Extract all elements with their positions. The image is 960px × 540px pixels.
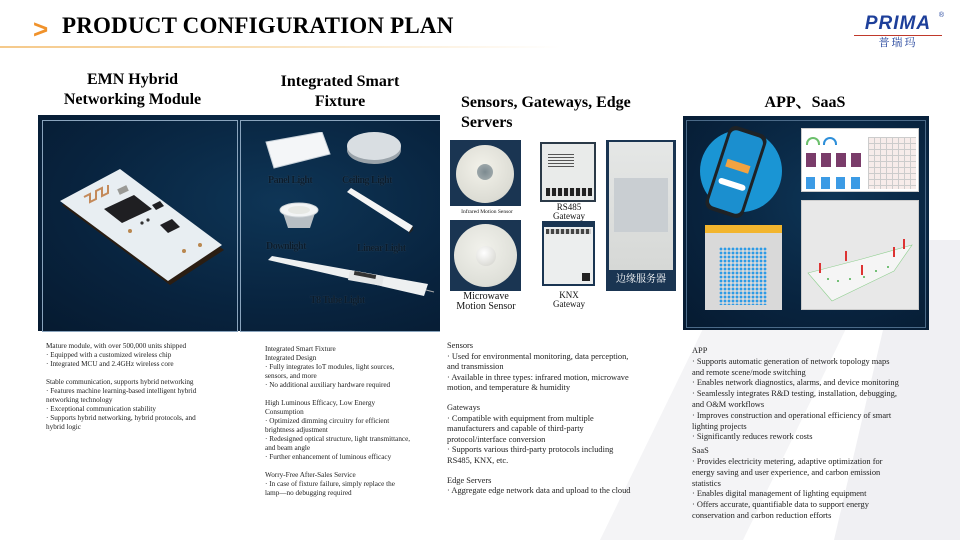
- text-line: · Supports various third-party protocols including: [447, 445, 614, 455]
- terminal-strip: [546, 188, 592, 196]
- linear-light-image: [345, 188, 415, 234]
- brand-logo: [850, 14, 946, 54]
- text-line: APP: [692, 346, 708, 355]
- text-line: High Luminous Efficacy, Low Energy: [265, 399, 376, 407]
- label-line: RS485: [556, 202, 582, 212]
- dashboard-floorplan: [868, 137, 916, 189]
- app-grid-screenshot: [705, 225, 782, 310]
- text-line: and transmission: [447, 362, 504, 372]
- text-line: · Further enhancement of luminous efficacy: [265, 453, 392, 461]
- label-knx-gateway: [540, 291, 598, 309]
- spacer: [447, 394, 657, 403]
- heading-line: Networking Module: [63, 91, 202, 108]
- label-ceiling-light: Ceiling Light: [342, 175, 392, 186]
- text-line: and beam angle: [265, 444, 311, 452]
- text-line: brightness adjustment: [265, 426, 328, 434]
- text-line: · No additional auxiliary hardware required: [265, 381, 391, 389]
- text-line: Sensors: [447, 341, 474, 350]
- title-underline: [0, 46, 560, 48]
- microwave-sensor-photo: [450, 220, 521, 291]
- text-line: · Provides electricity metering, adaptive optimization for: [692, 456, 883, 466]
- sensors-gateways-description: [447, 341, 657, 497]
- text-line: RS485, KNX, etc.: [447, 455, 509, 465]
- spacer: [265, 390, 445, 399]
- device-face: [614, 178, 668, 232]
- label-line: Gateway: [553, 299, 585, 309]
- label-line: KNX: [559, 290, 579, 300]
- text-line: · Available in three types: infrared motion, microwave: [447, 372, 629, 382]
- text-line: · Exceptional communication stability: [46, 405, 156, 413]
- heading-sensors-gateways: [461, 93, 661, 133]
- text-line: Integrated Smart Fixture: [265, 345, 336, 353]
- heading-line: Servers: [461, 114, 513, 131]
- terminal-strip: [546, 229, 591, 234]
- label-infrared-sensor: Infrared Motion Sensor: [461, 209, 513, 215]
- text-line: · Compatible with equipment from multiple: [447, 413, 594, 423]
- infrared-sensor-photo: [450, 140, 521, 206]
- slide-header: [0, 0, 960, 50]
- label-rs485-gateway: [540, 203, 598, 221]
- label-t8-tube-light: T8 Tube Light: [310, 295, 365, 306]
- spacer: [447, 467, 657, 476]
- knx-gateway-photo: [542, 221, 595, 286]
- text-line: sensors, and more: [265, 372, 317, 380]
- chevron-right-icon: >: [33, 14, 49, 44]
- text-line: lamp—no debugging required: [265, 489, 352, 497]
- text-line: · Optimized dimming circuitry for efficient: [265, 417, 390, 425]
- heading-smart-fixture: [252, 72, 428, 112]
- sensor-dome: [476, 246, 496, 266]
- text-line: hybrid logic: [46, 423, 81, 431]
- text-line: motion, and temperature & humidity: [447, 383, 571, 393]
- text-line: networking technology: [46, 396, 113, 404]
- label-linear-light: Linear Light: [357, 243, 406, 254]
- text-line: · Supports automatic generation of network topology maps: [692, 356, 890, 366]
- text-line: SaaS: [692, 446, 709, 456]
- text-line: · Integrated MCU and 2.4GHz wireless core: [46, 360, 174, 368]
- edge-server-photo: [606, 140, 676, 291]
- text-line: Edge Servers: [447, 475, 492, 485]
- text-line: · Aggregate edge network data and upload to the cloud: [447, 486, 631, 496]
- text-line: lighting projects: [692, 421, 747, 431]
- text-line: Gateways: [447, 402, 481, 412]
- heading-line: EMN Hybrid: [86, 71, 179, 88]
- label-microwave-sensor: [446, 292, 526, 312]
- label-downlight: Downlight: [266, 241, 306, 252]
- page-title: PRODUCT CONFIGURATION PLAN: [62, 13, 454, 38]
- label-line: Motion Sensor: [456, 301, 516, 312]
- ceiling-light-image: [344, 128, 404, 168]
- text-line: Stable communication, supports hybrid networking: [46, 378, 194, 386]
- topology-graphic: [802, 201, 920, 311]
- 3d-topology-screenshot: [801, 200, 919, 310]
- heading-emn-module: [40, 70, 225, 110]
- text-line: manufacturers and capable of third-party: [447, 424, 584, 434]
- text-line: · Fully integrates IoT modules, light sources,: [265, 363, 395, 371]
- pcb-module-image: [52, 165, 232, 285]
- spacer: [265, 462, 445, 471]
- emn-module-description: [46, 342, 241, 432]
- text-line: · Offers accurate, quantifiable data to support energy: [692, 500, 869, 510]
- text-line: · In case of fixture failure, simply replace the: [265, 480, 395, 488]
- text-line: Worry-Free After-Sales Service: [265, 471, 356, 479]
- text-line: · Significantly reduces rework costs: [692, 432, 813, 442]
- text-line: · Used for environmental monitoring, data perception,: [447, 351, 629, 361]
- dashboard-gauge: [806, 137, 820, 145]
- dashboard-blue-bars: [806, 177, 864, 189]
- sensor-lens: [477, 164, 493, 180]
- heading-line: Integrated Smart: [280, 73, 400, 90]
- text-line: · Seamlessly integrates R&D testing, installation, debugging,: [692, 389, 897, 399]
- downlight-image: [274, 196, 324, 232]
- registered-mark: ®: [938, 12, 944, 19]
- device-label: [548, 154, 574, 168]
- text-line: · Enables digital management of lighting equipment: [692, 489, 867, 499]
- dashboard-stacked-bars: [806, 153, 864, 167]
- app-saas-description: [692, 346, 932, 522]
- heading-line: Fixture: [314, 93, 366, 110]
- text-line: · Equipped with a customized wireless chip: [46, 351, 172, 359]
- label-edge-server: 边缘服务器: [616, 274, 666, 285]
- text-line: · Supports hybrid networking, hybrid protocols, and: [46, 414, 196, 422]
- text-line: and O&M workflows: [692, 399, 765, 409]
- app-titlebar: [705, 225, 782, 233]
- label-panel-light: Panel Light: [268, 175, 313, 186]
- panel-light-image: [264, 132, 334, 172]
- saas-dashboard-screenshot: [801, 128, 919, 192]
- text-line: conservation and carbon reduction efforts: [692, 510, 832, 520]
- heading-app-saas: APP、SaaS: [764, 94, 846, 111]
- text-line: Consumption: [265, 408, 304, 416]
- app-node-grid: [719, 247, 767, 305]
- connector: [582, 273, 590, 281]
- logo-wordmark: PRIMA: [864, 13, 932, 34]
- text-line: · Enables network diagnostics, alarms, and device monitoring: [692, 378, 899, 388]
- dashboard-gauge: [823, 137, 837, 145]
- text-line: · Improves construction and operational efficiency of smart: [692, 410, 892, 420]
- text-line: Mature module, with over 500,000 units shipped: [46, 342, 187, 350]
- rs485-gateway-photo: [540, 142, 596, 202]
- text-line: statistics: [692, 478, 721, 488]
- text-line: Integrated Design: [265, 354, 317, 362]
- heading-line: Sensors, Gateways, Edge: [461, 94, 631, 111]
- label-line: Gateway: [553, 211, 585, 221]
- text-line: and remote scene/mode switching: [692, 367, 806, 377]
- text-line: energy saving and user experience, and carbon emission: [692, 467, 881, 477]
- spacer: [46, 369, 241, 378]
- smart-fixture-description: [265, 345, 445, 498]
- label-line: Microwave: [463, 291, 509, 302]
- text-line: · Redesigned optical structure, light transmittance,: [265, 435, 411, 443]
- logo-chinese: 普瑞玛: [878, 36, 918, 49]
- text-line: · Features machine learning-based intelligent hybrid: [46, 387, 197, 395]
- text-line: protocol/interface conversion: [447, 434, 546, 444]
